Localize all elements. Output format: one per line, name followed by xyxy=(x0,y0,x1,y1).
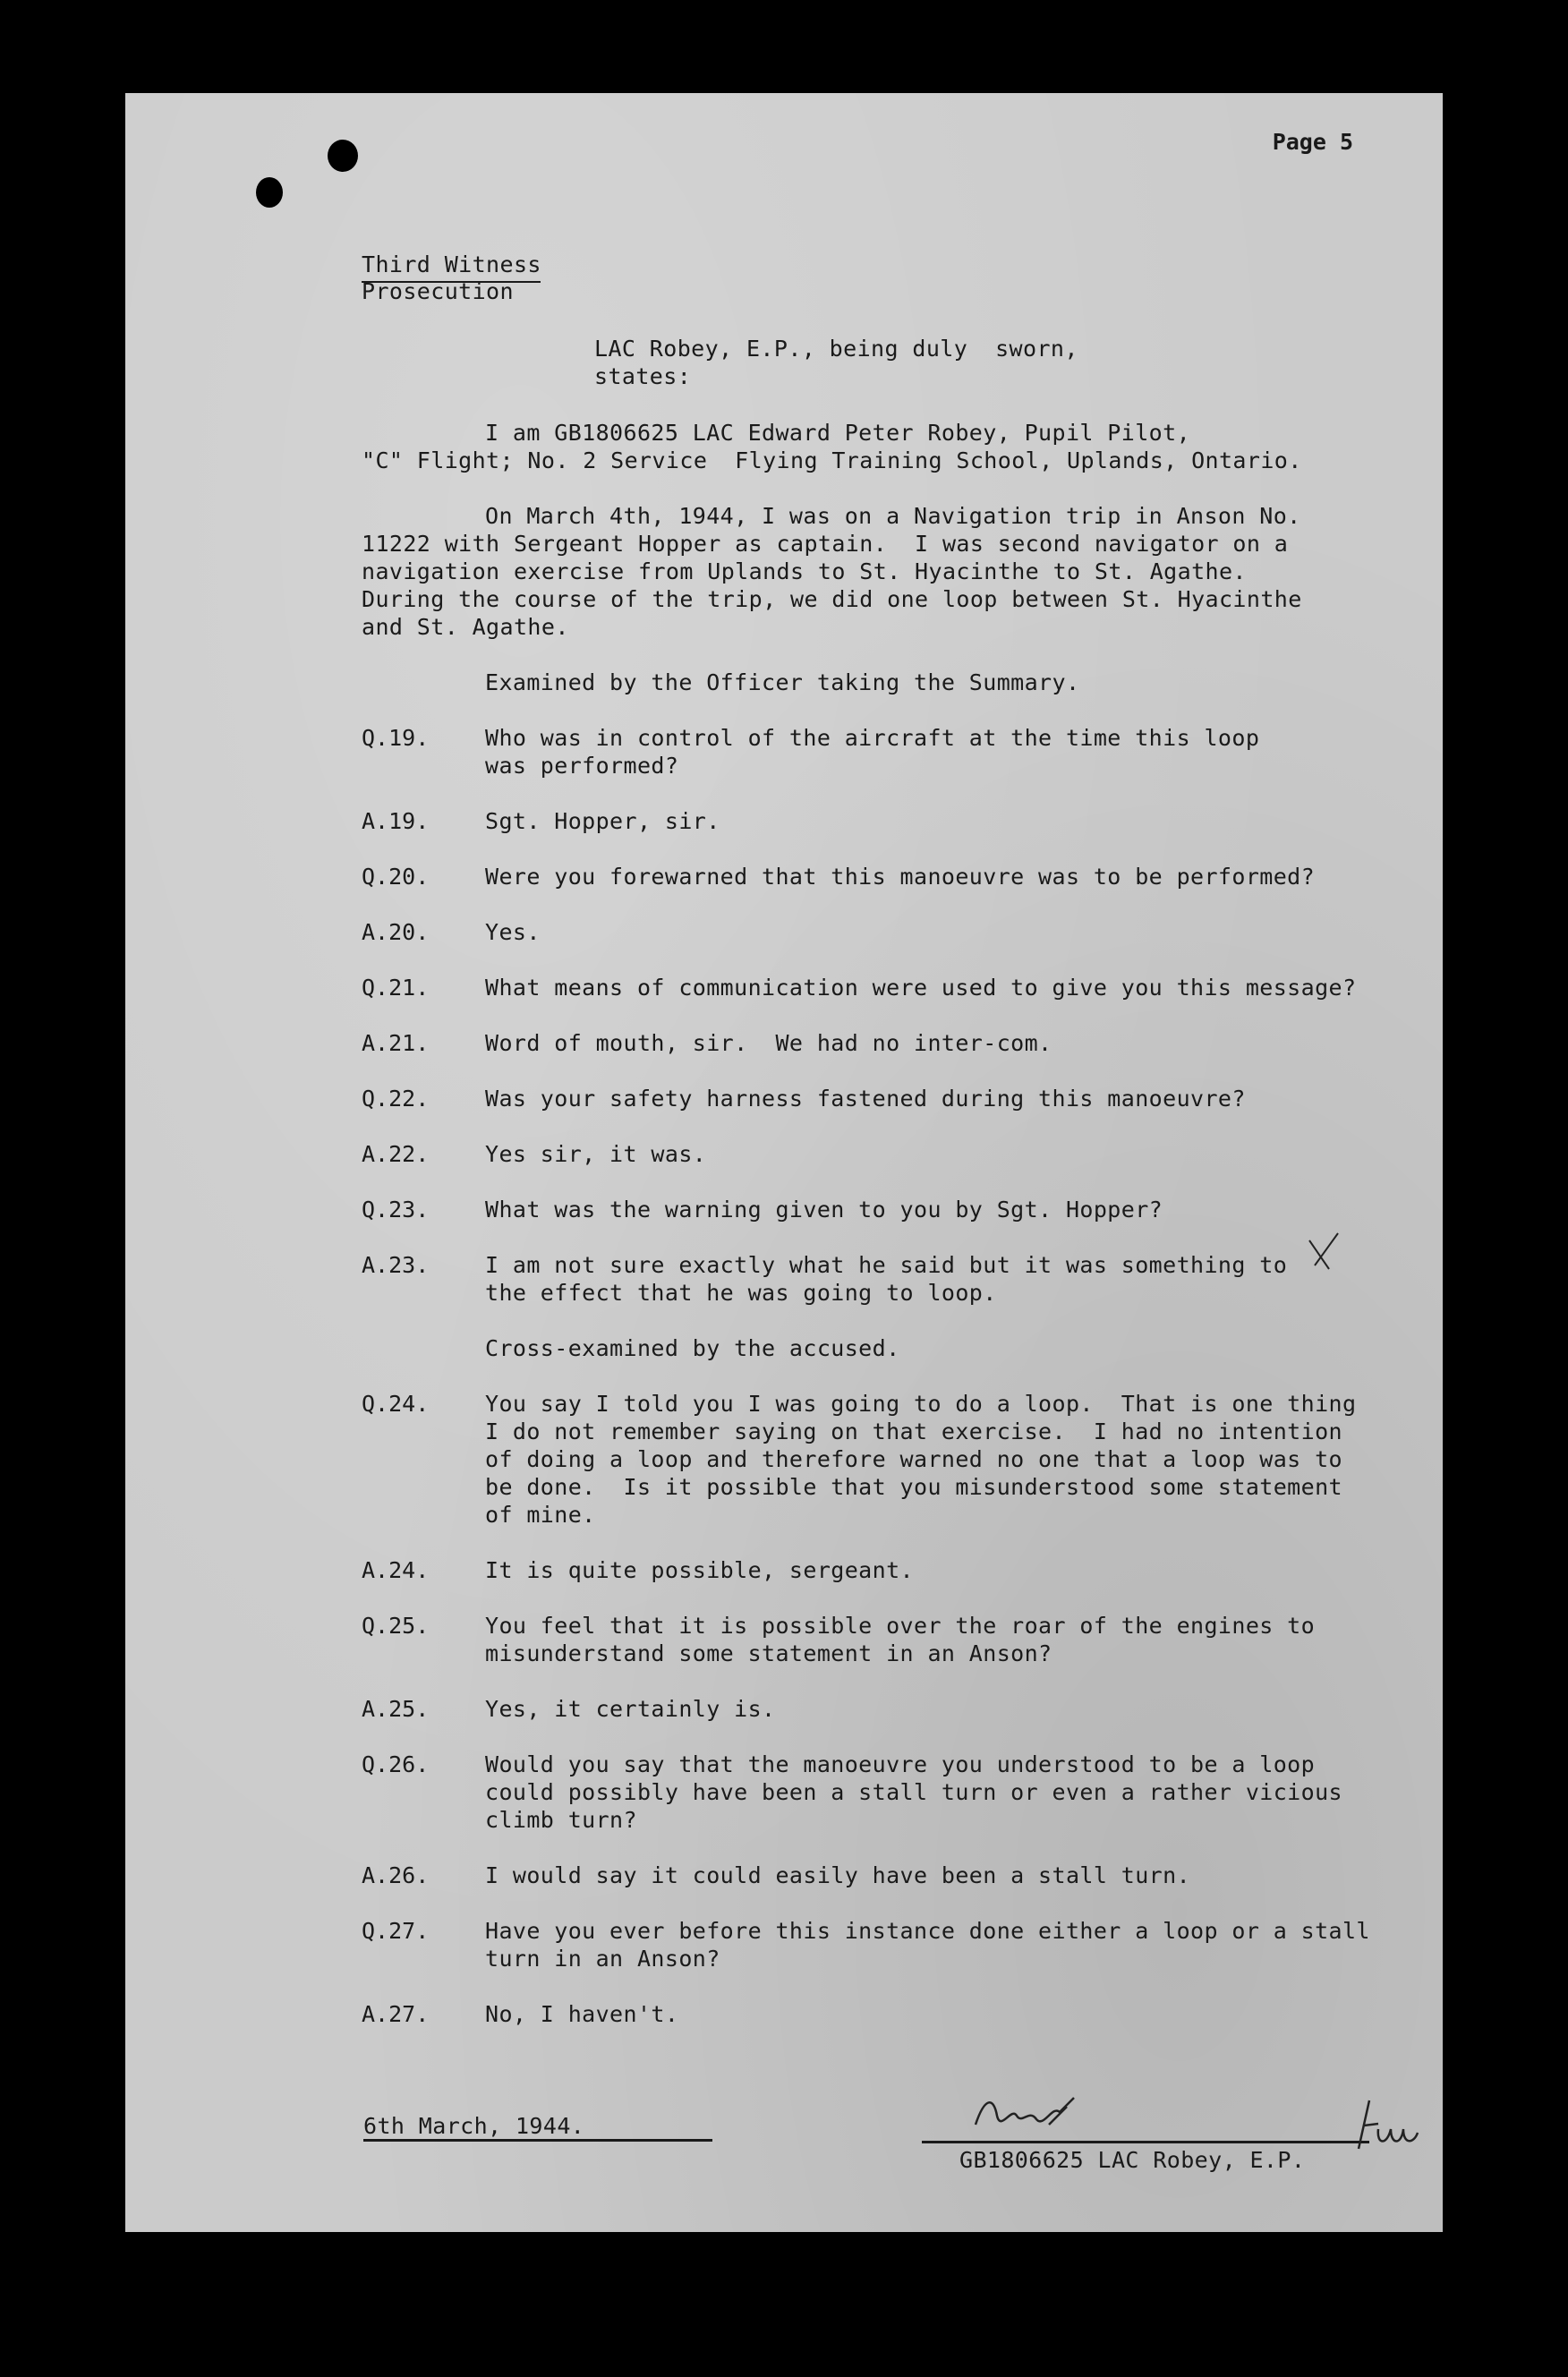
handwritten-initials xyxy=(1351,2093,1423,2156)
heading-underline xyxy=(362,281,541,283)
narrative-line-1: On March 4th, 1944, I was on a Navigation trip in Anson No. xyxy=(485,503,1301,529)
qa-number: Q.23. xyxy=(362,1197,430,1223)
heading-line-1: Third Witness xyxy=(362,251,541,277)
qa-number: A.20. xyxy=(362,919,430,945)
qa-text: Have you ever before this instance done either a loop or a stall turn in an Anson? xyxy=(485,1918,1370,1972)
qa-number: A.25. xyxy=(362,1696,430,1722)
qa-number: A.22. xyxy=(362,1141,430,1167)
handwritten-signature xyxy=(967,2089,1083,2143)
signature-line xyxy=(922,2141,1369,2143)
qa-number: Q.27. xyxy=(362,1918,430,1944)
oath-line-2: states: xyxy=(594,363,692,389)
qa-text: Sgt. Hopper, sir. xyxy=(485,808,720,834)
qa-text: Would you say that the manoeuvre you understood to be a loop could possibly have been a stall turn or even a rather vicious climb turn? xyxy=(485,1751,1342,1833)
x-mark-annotation xyxy=(1302,1230,1347,1274)
qa-number: A.24. xyxy=(362,1557,430,1583)
heading-line-2: Prosecution xyxy=(362,278,514,304)
qa-text: I would say it could easily have been a stall turn. xyxy=(485,1862,1191,1888)
qa-number: A.23. xyxy=(362,1252,430,1278)
date-underline xyxy=(363,2139,712,2142)
qa-text: Word of mouth, sir. We had no inter-com. xyxy=(485,1030,1052,1056)
qa-number: Q.25. xyxy=(362,1613,430,1639)
qa-text: Were you forewarned that this manoeuvre was to be performed? xyxy=(485,864,1316,890)
punch-hole xyxy=(256,177,283,208)
punch-hole xyxy=(328,140,358,172)
qa-number: Q.19. xyxy=(362,725,430,751)
qa-text: Who was in control of the aircraft at the time this loop was performed? xyxy=(485,725,1260,779)
qa-text: Yes sir, it was. xyxy=(485,1141,707,1167)
qa-number: A.21. xyxy=(362,1030,430,1056)
document-page xyxy=(125,93,1443,2232)
qa-text: I am not sure exactly what he said but it was something to the effect that he was going to loop. xyxy=(485,1252,1288,1306)
page-number: Page 5 xyxy=(1272,129,1353,155)
oath-line-1: LAC Robey, E.P., being duly sworn, xyxy=(594,336,1078,362)
qa-number: Q.26. xyxy=(362,1751,430,1777)
cross-examined-note: Cross-examined by the accused. xyxy=(485,1335,900,1361)
qa-text: What was the warning given to you by Sgt. Hopper? xyxy=(485,1197,1163,1223)
qa-text: You say I told you I was going to do a loop. That is one thing I do not remember saying on that exercise. I had no intention of doing a loop and therefore warned no one that a loop was to be done. Is it possible that you misunderstood some statement of mine. xyxy=(485,1391,1357,1528)
qa-number: Q.22. xyxy=(362,1086,430,1112)
narrative-line-3: navigation exercise from Uplands to St. Hyacinthe to St. Agathe. xyxy=(362,558,1247,584)
qa-text: Yes, it certainly is. xyxy=(485,1696,776,1722)
qa-number: A.26. xyxy=(362,1862,430,1888)
intro-line-1: I am GB1806625 LAC Edward Peter Robey, Pupil Pilot, xyxy=(485,420,1191,446)
qa-text: What means of communication were used to give you this message? xyxy=(485,975,1357,1001)
qa-number: Q.21. xyxy=(362,975,430,1001)
qa-text: It is quite possible, sergeant. xyxy=(485,1557,914,1583)
qa-text: No, I haven't. xyxy=(485,2001,679,2027)
signatory-name: GB1806625 LAC Robey, E.P. xyxy=(959,2147,1306,2173)
examined-note: Examined by the Officer taking the Summary. xyxy=(485,669,1080,695)
qa-number: Q.24. xyxy=(362,1391,430,1417)
intro-line-2: "C" Flight; No. 2 Service Flying Training School, Uplands, Ontario. xyxy=(362,447,1302,473)
statement-date: 6th March, 1944. xyxy=(363,2113,585,2139)
narrative-line-5: and St. Agathe. xyxy=(362,614,569,640)
qa-text: Yes. xyxy=(485,919,541,945)
qa-text: You feel that it is possible over the roar of the engines to misunderstand some statement in an Anson? xyxy=(485,1613,1316,1666)
qa-number: Q.20. xyxy=(362,864,430,890)
qa-number: A.19. xyxy=(362,808,430,834)
qa-text: Was your safety harness fastened during this manoeuvre? xyxy=(485,1086,1246,1112)
qa-number: A.27. xyxy=(362,2001,430,2027)
narrative-line-4: During the course of the trip, we did one loop between St. Hyacinthe xyxy=(362,586,1302,612)
narrative-line-2: 11222 with Sergeant Hopper as captain. I was second navigator on a xyxy=(362,531,1289,557)
